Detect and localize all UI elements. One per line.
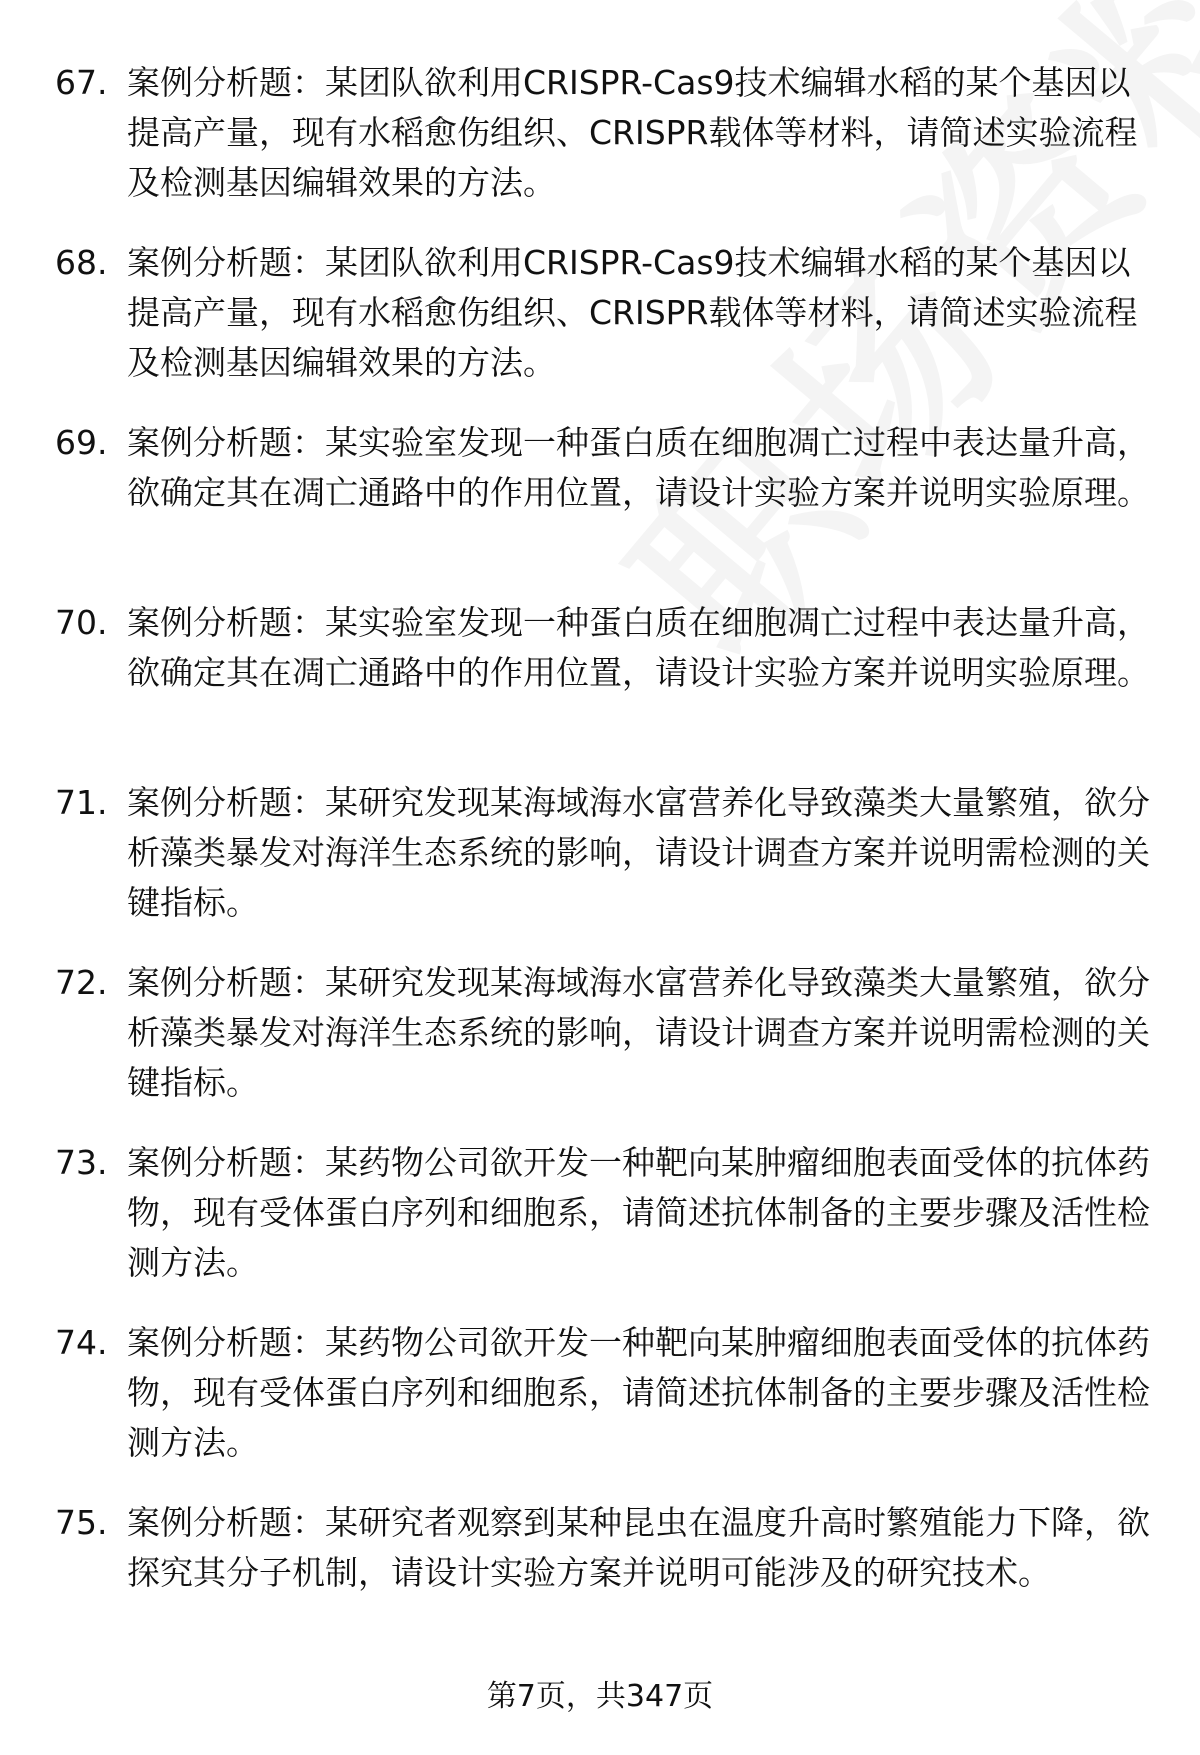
question-number: 71. [55,783,108,822]
question-text: 案例分析题：某药物公司欲开发一种靶向某肿瘤细胞表面受体的抗体药物，现有受体蛋白序列和细胞系，请简述抗体制备的主要步骤及活性检测方法。 [127,1143,1150,1282]
question-item [0,1498,1200,1678]
question-text: 案例分析题：某研究者观察到某种昆虫在温度升高时繁殖能力下降，欲探究其分子机制，请设计实验方案并说明可能涉及的研究技术。 [127,1503,1150,1592]
question-item [0,598,1200,778]
question-number: 69. [55,423,108,462]
page-number-footer: 第7页，共347页 [486,1679,714,1714]
question-item [0,778,1200,958]
question-item [0,58,1200,238]
question-number: 74. [55,1323,108,1362]
question-item [0,1138,1200,1318]
question-text: 案例分析题：某实验室发现一种蛋白质在细胞凋亡过程中表达量升高，欲确定其在凋亡通路中的作用位置，请设计实验方案并说明实验原理。 [127,423,1150,512]
question-list [0,58,1200,1678]
question-number: 67. [55,63,108,102]
question-text: 案例分析题：某研究发现某海域海水富营养化导致藻类大量繁殖，欲分析藻类暴发对海洋生态系统的影响，请设计调查方案并说明需检测的关键指标。 [127,963,1150,1102]
question-text: 案例分析题：某实验室发现一种蛋白质在细胞凋亡过程中表达量升高，欲确定其在凋亡通路中的作用位置，请设计实验方案并说明实验原理。 [127,603,1150,692]
question-text: 案例分析题：某药物公司欲开发一种靶向某肿瘤细胞表面受体的抗体药物，现有受体蛋白序列和细胞系，请简述抗体制备的主要步骤及活性检测方法。 [127,1323,1150,1462]
question-text: 案例分析题：某研究发现某海域海水富营养化导致藻类大量繁殖，欲分析藻类暴发对海洋生态系统的影响，请设计调查方案并说明需检测的关键指标。 [127,783,1150,922]
question-number: 70. [55,603,108,642]
question-number: 73. [55,1143,108,1182]
question-text: 案例分析题：某团队欲利用CRISPR-Cas9技术编辑水稻的某个基因以提高产量，现有水稻愈伤组织、CRISPR载体等材料，请简述实验流程及检测基因编辑效果的方法。 [127,243,1138,382]
question-text: 案例分析题：某团队欲利用CRISPR-Cas9技术编辑水稻的某个基因以提高产量，现有水稻愈伤组织、CRISPR载体等材料，请简述实验流程及检测基因编辑效果的方法。 [127,63,1138,202]
question-item [0,238,1200,418]
question-number: 75. [55,1503,108,1542]
question-item [0,418,1200,598]
question-number: 68. [55,243,108,282]
question-item [0,1318,1200,1498]
question-item [0,958,1200,1138]
question-number: 72. [55,963,108,1002]
